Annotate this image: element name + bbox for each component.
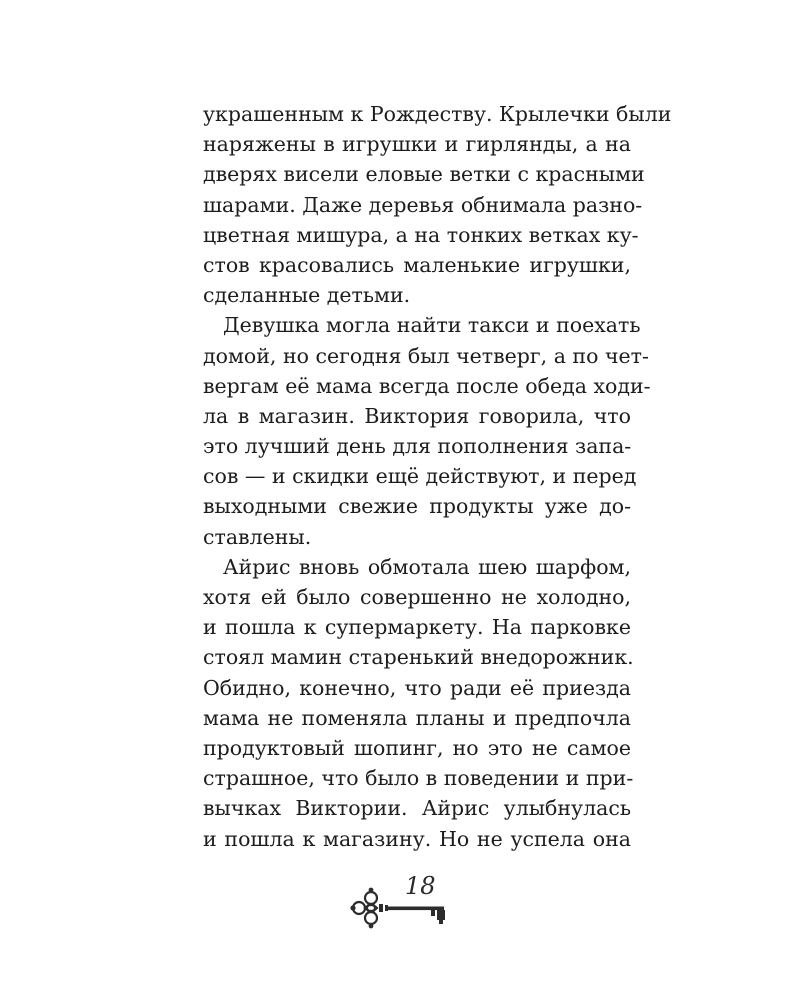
text-line: Девушка могла найти такси и поехать: [223, 313, 641, 338]
text-line: стов красовались маленькие игрушки,: [203, 252, 631, 277]
text-line: цветная мишура, а на тонких ветках ку-: [203, 222, 639, 247]
text-line: стоял мамин старенький внедорожник.: [203, 645, 634, 670]
text-line: мама не поменяла планы и предпочла: [203, 705, 631, 730]
text-line: ла в магазин. Виктория говорила, что: [203, 403, 631, 428]
text-line: сделанные детьми.: [203, 283, 411, 308]
text-line: это лучший день для пополнения запа-: [203, 434, 632, 459]
text-line: вычках Виктории. Айрис улыбнулась: [203, 796, 631, 821]
text-line: украшенным к Рождеству. Крылечки были: [203, 102, 672, 126]
text-line: Айрис вновь обмотала шею шарфом,: [223, 554, 631, 579]
text-line: домой, но сегодня был четверг, а по чет-: [203, 343, 649, 368]
text-line: вергам её мама всегда после обеда ходи-: [203, 373, 651, 398]
text-line: Обидно, конечно, что ради её приезда: [203, 675, 631, 700]
text-line: ставлены.: [203, 524, 312, 549]
text-line: страшное, что было в поведении и при-: [203, 766, 634, 791]
key-icon: [345, 882, 455, 932]
page-number: 18: [405, 872, 436, 900]
text-line: и пошла к супермаркету. На парковке: [203, 615, 631, 640]
text-line: шарами. Даже деревья обнимала разно-: [203, 192, 643, 217]
text-line: и пошла к магазину. Но не успела она: [203, 826, 631, 851]
page-footer: [345, 872, 455, 932]
text-line: выходными свежие продукты уже до-: [203, 494, 631, 519]
text-line: хотя ей было совершенно не холодно,: [203, 585, 631, 609]
text-line: дверях висели еловые ветки с красными: [203, 162, 645, 187]
text-line: наряжены в игрушки и гирлянды, а на: [203, 132, 631, 157]
text-line: продуктовый шопинг, но это не самое: [203, 735, 631, 760]
text-line: сов — и скидки ещё действуют, и перед: [203, 464, 637, 489]
body-text: [203, 99, 672, 854]
